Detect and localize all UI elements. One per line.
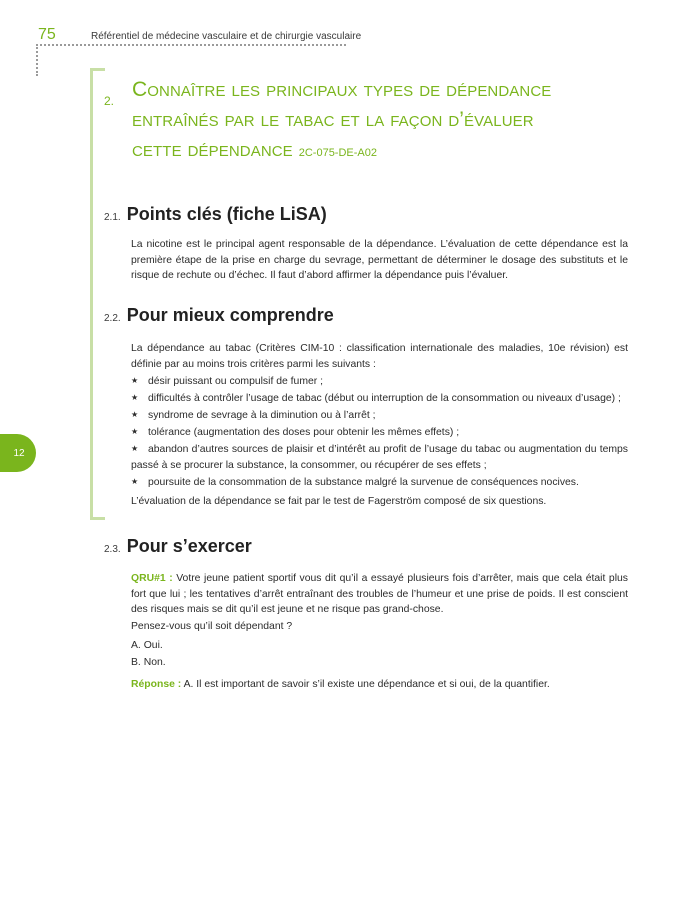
answer-option-a: A. Oui. [131,640,163,651]
section-bracket [90,68,105,520]
page-number: 75 [38,26,56,43]
header-dotted-rule [36,44,346,46]
qru-question: Pensez-vous qu’il soit dépendant ? [131,621,293,632]
star-bullet-icon: ★ [131,410,139,419]
section-number: 2.3. [104,544,121,555]
answer-label: Réponse : [131,679,182,690]
section-number: 2.1. [104,212,121,223]
criteria-list-item: ★ abandon d’autres sources de plaisir et d’intérêt au profit de l’usage du tabac ou augmentation du temps passé à se procurer la substance, la consommer, ou récupérer de ses effets ; [131,441,628,473]
criteria-list-item: ★ syndrome de sevrage à la diminution ou à l’arrêt ; [131,407,628,424]
chapter-tab: 12 [0,434,36,472]
chapter-code: 2C-075-DE-A02 [298,147,377,159]
chapter-title-line-1: Connaître les principaux types de dépendance [132,78,552,101]
criteria-list-item: ★ désir puissant ou compulsif de fumer ; [131,373,628,390]
section-heading-2-1 [104,204,327,225]
star-bullet-icon: ★ [131,444,139,453]
qru-question-paragraph [131,571,628,618]
star-bullet-icon: ★ [131,393,139,402]
answer-option-b: B. Non. [131,657,166,668]
chapter-title-line-3-text: cette dépendance [132,138,293,161]
answer-text: A. Il est important de savoir s’il existe une dépendance et si oui, de la quantifier. [183,679,550,690]
fagerstrom-paragraph: L’évaluation de la dépendance se fait par le test de Fagerström composé de six questions. [131,496,547,507]
section-heading-2-3 [104,536,252,557]
criteria-list-item: ★ tolérance (augmentation des doses pour obtenir les mêmes effets) ; [131,424,628,441]
criteria-list-item: ★ difficultés à contrôler l’usage de tabac (début ou interruption de la consommation ou niveaux d’usage) ; [131,390,628,407]
section-title: Pour s’exercer [126,536,252,556]
section-heading-2-2 [104,305,334,326]
qru-text: Votre jeune patient sportif vous dit qu’il a essayé plusieurs fois d’arrêter, mais que cela était plus fort que lui ; les tentatives d’arrêt entraînant des troubles de l’humeur et une prise de poids. Il est conscient des risques mais se dit qu’il est jeune et ne risque pas grand-chose. [131,573,628,615]
chapter-title-line-3 [132,138,377,165]
header-dotted-rule-vertical [36,44,38,76]
cim10-intro-paragraph: La dépendance au tabac (Critères CIM-10 : classification internationale des maladies, 10e révision) est définie par au moins trois critères parmi les suivants : [131,343,628,370]
chapter-title-number: 2. [104,94,115,108]
qru-label: QRU#1 : [131,573,173,584]
criteria-list-item: ★ poursuite de la consommation de la substance malgré la survenue de conséquences nocives. [131,474,628,491]
chapter-title-line-2: entraînés par le tabac et la façon d’évaluer [132,108,534,131]
key-points-paragraph: La nicotine est le principal agent responsable de la dépendance. L’évaluation de cette dépendance est la première étape de la prise en charge du sevrage, permettant de déterminer le dosage des substituts et le risque de rechute ou d’échec. Il faut d’abord affirmer la dépendance puis l’évaluer. [131,239,628,281]
star-bullet-icon: ★ [131,427,139,436]
section-number: 2.2. [104,313,121,324]
star-bullet-icon: ★ [131,376,139,385]
running-title: Référentiel de médecine vasculaire et de chirurgie vasculaire [91,31,362,42]
section-title: Pour mieux comprendre [126,305,334,325]
star-bullet-icon: ★ [131,477,139,486]
answer-paragraph [131,677,628,693]
section-title: Points clés (fiche LiSA) [126,204,327,224]
